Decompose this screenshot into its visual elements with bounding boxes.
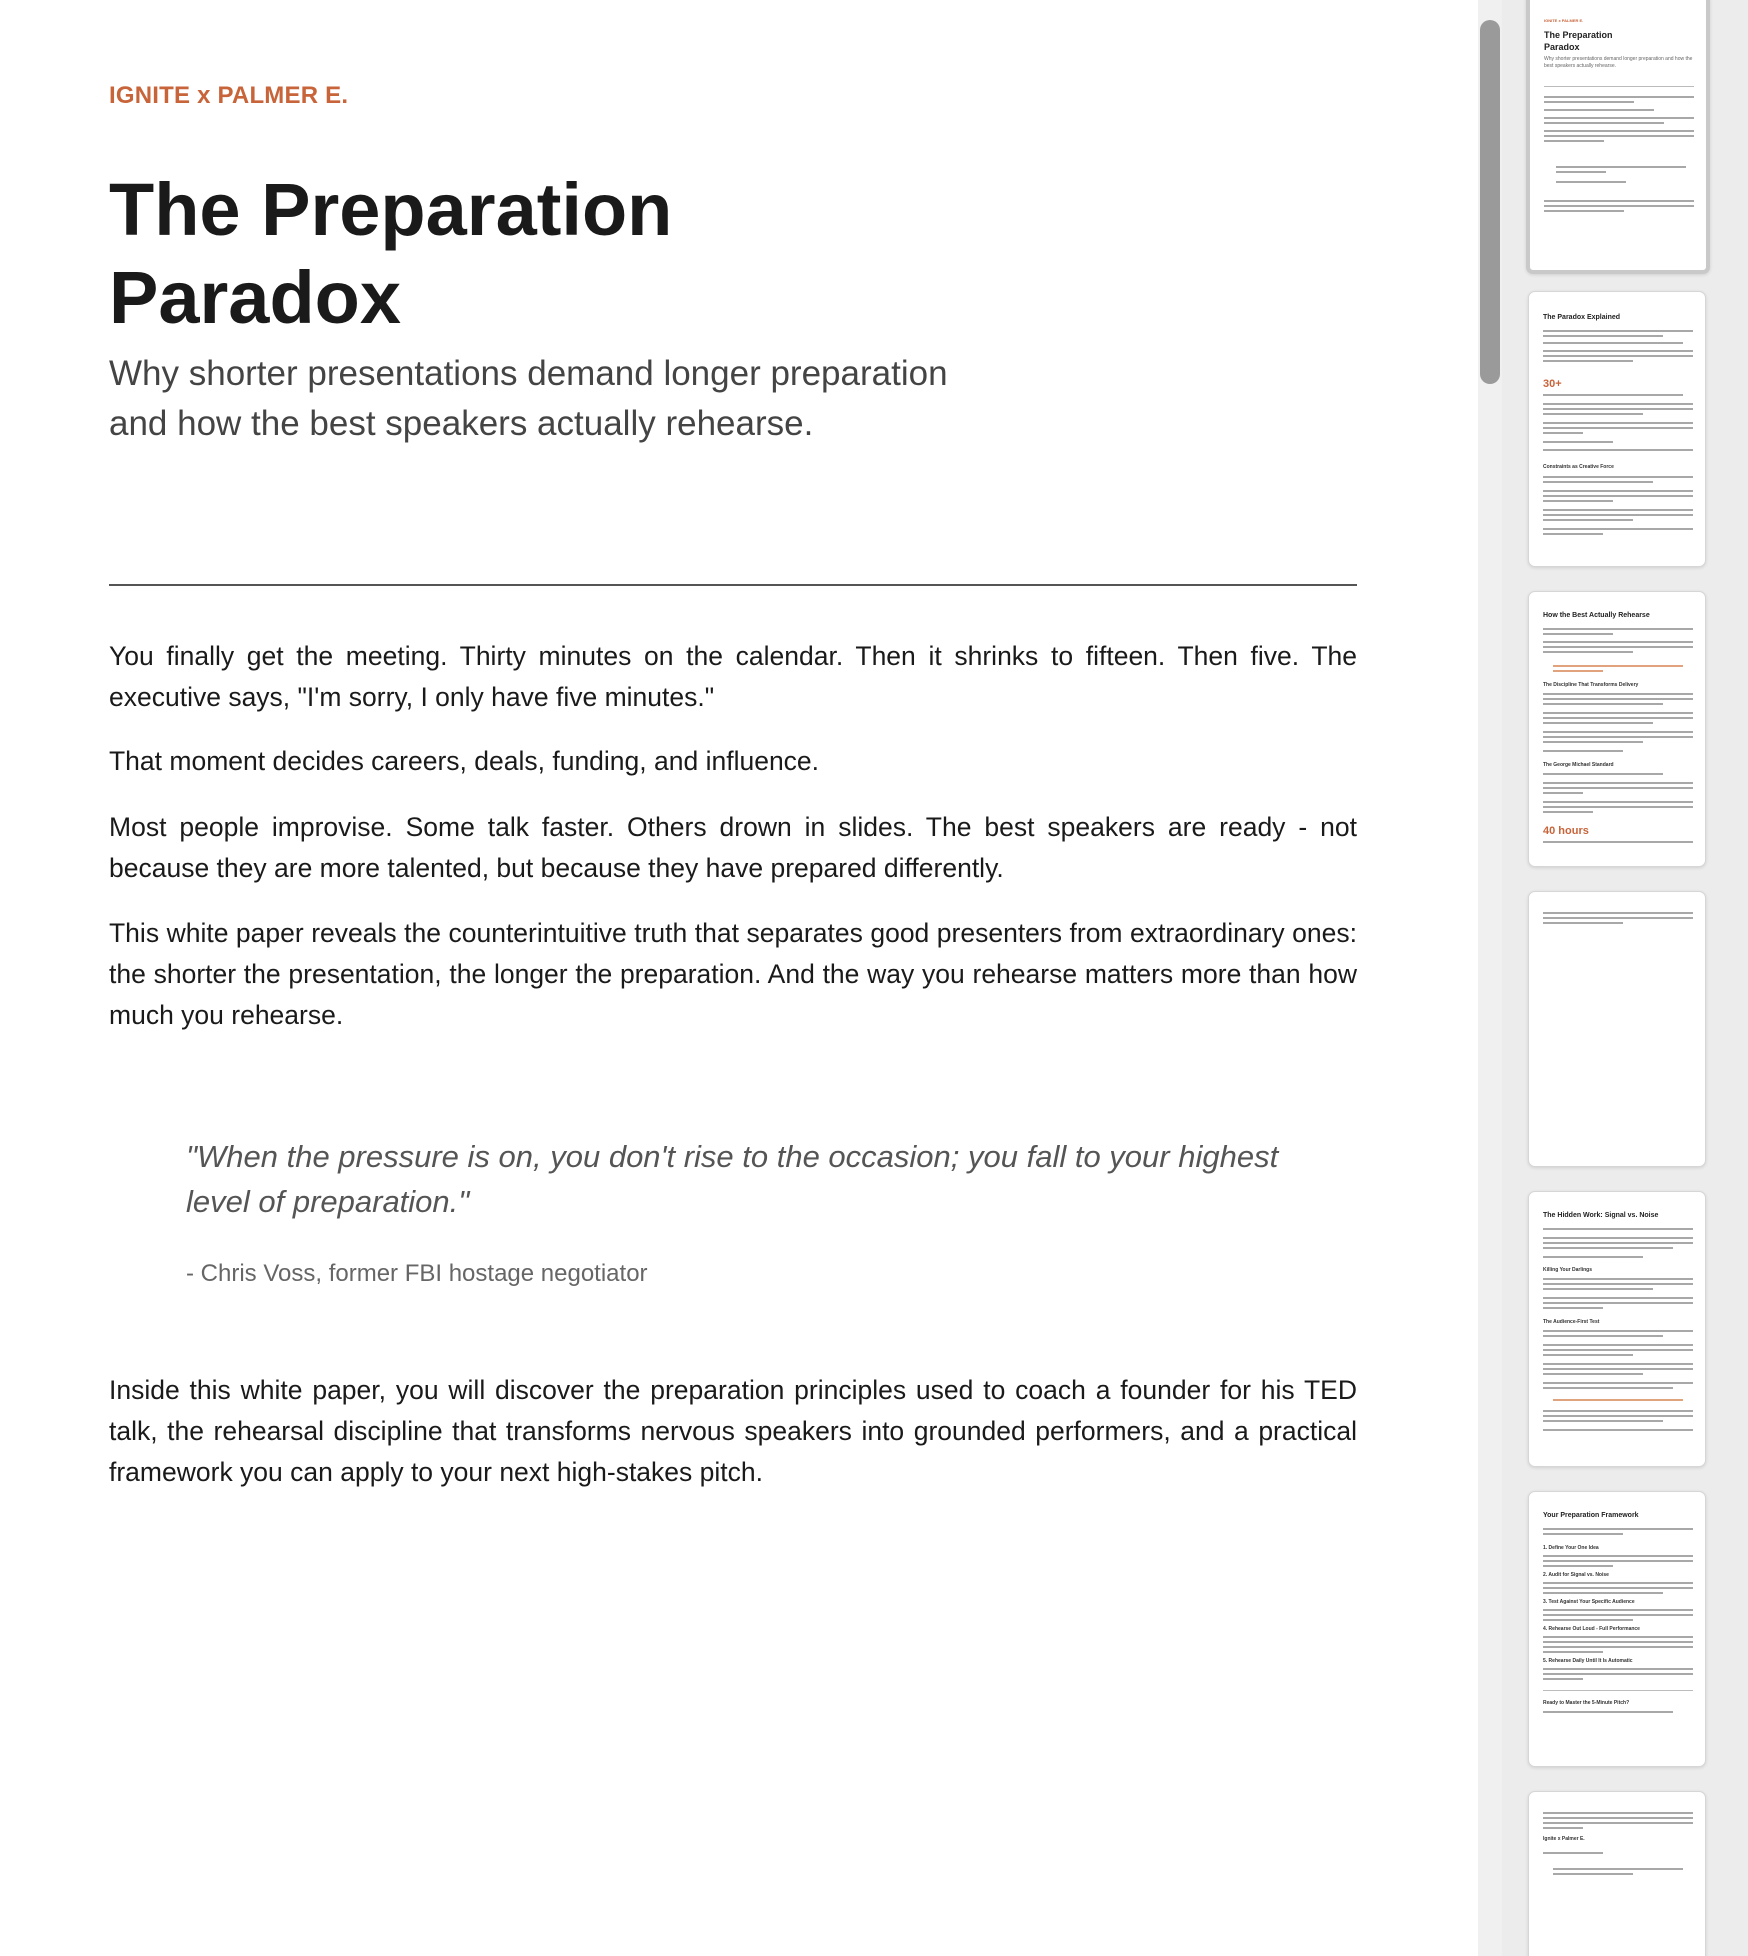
thumb-text-line (1543, 1587, 1693, 1589)
thumb-text-line (1543, 1429, 1693, 1431)
thumb-text-line (1543, 490, 1693, 492)
thumb-text-line (1543, 628, 1693, 630)
thumb-text-line (1543, 427, 1693, 429)
page-thumbnail-panel (1502, 0, 1748, 1956)
thumb-text-line (1543, 1307, 1603, 1309)
thumb-text-line (1543, 698, 1693, 700)
section-divider (109, 584, 1357, 586)
thumb-quote-line (1553, 1868, 1683, 1870)
thumb-text-line (1543, 533, 1603, 535)
thumb-text-line (1543, 787, 1693, 789)
thumb-text-line (1543, 1817, 1693, 1819)
thumb-text-line (1543, 1415, 1693, 1417)
pull-quote (186, 1134, 1306, 1224)
thumb-text-line (1543, 1822, 1693, 1824)
thumb-text-line (1543, 449, 1693, 451)
thumb-text-line (1543, 1387, 1673, 1389)
thumb-heading: The Paradox Explained (1543, 314, 1621, 321)
thumb-text-line (1544, 140, 1604, 142)
thumb-callout-line (1553, 670, 1603, 672)
thumb-text-line (1543, 1592, 1663, 1594)
thumb-text-line (1543, 1614, 1693, 1616)
thumb-text-line (1544, 205, 1694, 207)
page-title-line-2: Paradox (109, 256, 402, 339)
thumb-text-line (1543, 408, 1693, 410)
intro-paragraph-4: This white paper reveals the counterintuitive truth that separates good presenters from extraordinary ones: the shorter the presentation, the longer the preparation. And the way you rehearse matters more than how much you rehearse. (109, 918, 1357, 1030)
thumb-cta: Ready to Master the 5-Minute Pitch? (1543, 1700, 1630, 1706)
page-thumbnail-4[interactable] (1528, 891, 1706, 1167)
pull-quote-line-1: "When the pressure is on, you don't rise to the occasion; you fall to your highest (186, 1139, 1279, 1174)
thumb-text-line (1543, 1668, 1693, 1670)
thumb-text-line (1543, 782, 1693, 784)
thumb-text-line (1543, 1344, 1693, 1346)
thumb-step-1: 1. Define Your One Idea (1543, 1545, 1599, 1551)
brand-label: IGNITE x PALMER E. (109, 82, 349, 109)
thumb-brand-line: Ignite x Palmer E. (1543, 1836, 1585, 1842)
thumb-text-line (1543, 750, 1623, 752)
thumb-text-line (1543, 1302, 1693, 1304)
thumb-text-line (1543, 1278, 1693, 1280)
page-title (109, 166, 1009, 342)
thumb-text-line (1543, 912, 1693, 914)
thumb-text-line (1543, 1373, 1643, 1375)
thumb-title-line-2: Paradox (1544, 42, 1580, 52)
thumb-text-line (1543, 736, 1693, 738)
thumb-text-line (1543, 1812, 1693, 1814)
thumb-text-line (1543, 1288, 1653, 1290)
thumb-text-line (1543, 1349, 1693, 1351)
thumb-step-2: 2. Audit for Signal vs. Noise (1543, 1572, 1609, 1578)
thumb-text-line (1543, 641, 1693, 643)
thumb-text-line (1543, 350, 1693, 352)
thumb-stat: 30+ (1543, 378, 1562, 390)
thumb-text-line (1543, 495, 1693, 497)
page-thumbnail-6[interactable] (1528, 1491, 1706, 1767)
page-thumbnail-7[interactable] (1528, 1791, 1706, 1956)
thumb-text-line (1543, 1533, 1623, 1535)
closing-paragraph: Inside this white paper, you will discover the preparation principles used to coach a founder for his TED talk, the rehearsal discipline that transforms nervous speakers into grounded performers, and a practical framework you can apply to your next high-stakes pitch. (109, 1375, 1357, 1487)
thumb-text-line (1543, 801, 1693, 803)
thumb-text-line (1543, 1297, 1693, 1299)
thumb-text-line (1543, 722, 1653, 724)
thumb-text-line (1543, 519, 1633, 521)
thumb-text-line (1544, 130, 1694, 132)
thumb-text-line (1543, 1368, 1693, 1370)
thumb-text-line (1543, 1228, 1693, 1230)
thumb-text-line (1543, 651, 1633, 653)
thumb-text-line (1543, 514, 1693, 516)
thumb-text-line (1543, 342, 1683, 344)
thumb-text-line (1544, 210, 1624, 212)
thumb-heading: Your Preparation Framework (1543, 1512, 1639, 1519)
thumb-text-line (1543, 481, 1653, 483)
thumb-subtitle: Why shorter presentations demand longer preparation and how the best speakers actually rehearse. (1544, 56, 1693, 69)
thumb-text-line (1543, 509, 1693, 511)
thumb-text-line (1544, 117, 1694, 119)
thumb-text-line (1543, 1335, 1663, 1337)
subtitle-line-1: Why shorter presentations demand longer preparation (109, 354, 948, 393)
thumb-text-line (1543, 1283, 1693, 1285)
thumb-subheading-1: The Discipline That Transforms Delivery (1543, 682, 1639, 688)
thumb-text-line (1543, 394, 1683, 396)
thumb-subheading: Constraints as Creative Force (1543, 464, 1614, 470)
thumb-rule (1544, 86, 1694, 87)
thumb-text-line (1543, 1330, 1693, 1332)
thumb-text-line (1544, 135, 1694, 137)
thumb-text-line (1543, 403, 1693, 405)
thumb-stat: 40 hours (1543, 825, 1589, 837)
thumb-text-line (1543, 717, 1693, 719)
thumb-text-line (1543, 1560, 1693, 1562)
thumb-text-line (1543, 1678, 1583, 1680)
intro-paragraph-2: That moment decides careers, deals, funding, and influence. (109, 746, 820, 776)
thumb-step-3: 3. Test Against Your Specific Audience (1543, 1599, 1635, 1605)
thumb-text-line (1543, 731, 1693, 733)
thumb-text-line (1543, 355, 1693, 357)
thumb-text-line (1543, 693, 1693, 695)
thumb-text-line (1543, 1619, 1633, 1621)
page-thumbnail-1[interactable] (1526, 0, 1710, 274)
thumb-text-line (1544, 96, 1694, 98)
thumb-text-line (1543, 330, 1693, 332)
thumb-text-line (1543, 1651, 1603, 1653)
thumb-text-line (1544, 101, 1634, 103)
thumb-text-line (1543, 1565, 1613, 1567)
thumb-text-line (1543, 528, 1693, 530)
thumb-text-line (1543, 773, 1663, 775)
thumb-heading: The Hidden Work: Signal vs. Noise (1543, 1212, 1659, 1219)
thumb-quote-line (1556, 171, 1606, 173)
quote-attribution: - Chris Voss, former FBI hostage negotiator (186, 1260, 648, 1287)
subtitle-line-2: and how the best speakers actually rehearse. (109, 404, 814, 443)
thumb-heading: How the Best Actually Rehearse (1543, 612, 1650, 619)
thumb-text-line (1544, 109, 1654, 111)
thumb-text-line (1543, 500, 1613, 502)
thumb-text-line (1543, 703, 1663, 705)
page-thumbnail-2[interactable] (1528, 291, 1706, 567)
thumb-subheading-1: Killing Your Darlings (1543, 1267, 1592, 1273)
thumb-quote-line (1556, 181, 1626, 183)
thumb-text-line (1543, 922, 1623, 924)
thumb-callout-line (1553, 665, 1683, 667)
thumb-text-line (1543, 360, 1633, 362)
thumb-text-line (1543, 1420, 1663, 1422)
scrollbar-thumb[interactable] (1480, 20, 1500, 384)
thumb-text-line (1543, 633, 1613, 635)
thumb-text-line (1543, 432, 1583, 434)
thumb-text-line (1543, 1363, 1693, 1365)
thumb-callout-line (1553, 1399, 1683, 1401)
page-thumbnail-3[interactable] (1528, 591, 1706, 867)
thumb-text-line (1543, 1582, 1693, 1584)
thumb-text-line (1543, 646, 1693, 648)
thumb-quote-line (1553, 1873, 1633, 1875)
thumb-text-line (1543, 476, 1693, 478)
thumb-text-line (1543, 1673, 1693, 1675)
thumb-text-line (1543, 1711, 1673, 1713)
thumb-text-line (1543, 1382, 1693, 1384)
thumb-text-line (1543, 1528, 1693, 1530)
thumb-text-line (1543, 413, 1643, 415)
thumb-rule (1543, 1690, 1693, 1691)
thumb-quote-line (1556, 166, 1686, 168)
intro-paragraph-1: You finally get the meeting. Thirty minutes on the calendar. Then it shrinks to fifteen. Then five. The executive says, "I'm sorry, I only have five minutes." (109, 641, 1357, 712)
thumb-subheading-2: The Audience-First Test (1543, 1319, 1600, 1325)
thumb-text-line (1543, 1827, 1583, 1829)
thumb-text-line (1543, 441, 1613, 443)
thumb-text-line (1543, 1636, 1693, 1638)
thumb-text-line (1543, 741, 1643, 743)
thumb-text-line (1543, 811, 1593, 813)
thumb-text-line (1543, 1247, 1673, 1249)
thumb-brand: IGNITE x PALMER E. (1544, 18, 1584, 23)
thumb-step-4: 4. Rehearse Out Loud - Full Performance (1543, 1626, 1640, 1632)
thumb-text-line (1543, 335, 1663, 337)
thumb-step-5: 5. Rehearse Daily Until It Is Automatic (1543, 1658, 1633, 1664)
thumb-text-line (1543, 841, 1693, 843)
thumb-text-line (1544, 122, 1664, 124)
page-thumbnail-5[interactable] (1528, 1191, 1706, 1467)
page-title-line-1: The Preparation (109, 168, 673, 251)
thumb-text-line (1543, 792, 1583, 794)
thumb-text-line (1543, 1256, 1643, 1258)
thumb-text-line (1543, 1641, 1693, 1643)
thumb-text-line (1543, 422, 1693, 424)
thumb-text-line (1543, 1852, 1603, 1854)
thumb-text-line (1543, 1410, 1693, 1412)
thumb-title-line-1: The Preparation (1544, 30, 1613, 40)
intro-paragraph-3: Most people improvise. Some talk faster. Others drown in slides. The best speakers are ready - not because they are more talented, but because they have prepared differently. (109, 812, 1357, 883)
thumb-text-line (1543, 806, 1693, 808)
thumb-text-line (1544, 200, 1694, 202)
thumb-text-line (1543, 1609, 1693, 1611)
thumb-text-line (1543, 917, 1693, 919)
thumb-text-line (1543, 1354, 1633, 1356)
thumb-text-line (1543, 712, 1693, 714)
thumb-subheading-2: The George Michael Standard (1543, 762, 1614, 768)
pull-quote-line-2: level of preparation." (186, 1184, 470, 1219)
page-subtitle (109, 349, 1109, 449)
thumb-text-line (1543, 1242, 1693, 1244)
thumb-text-line (1543, 1555, 1693, 1557)
thumb-text-line (1543, 1646, 1693, 1648)
thumb-text-line (1543, 1237, 1693, 1239)
